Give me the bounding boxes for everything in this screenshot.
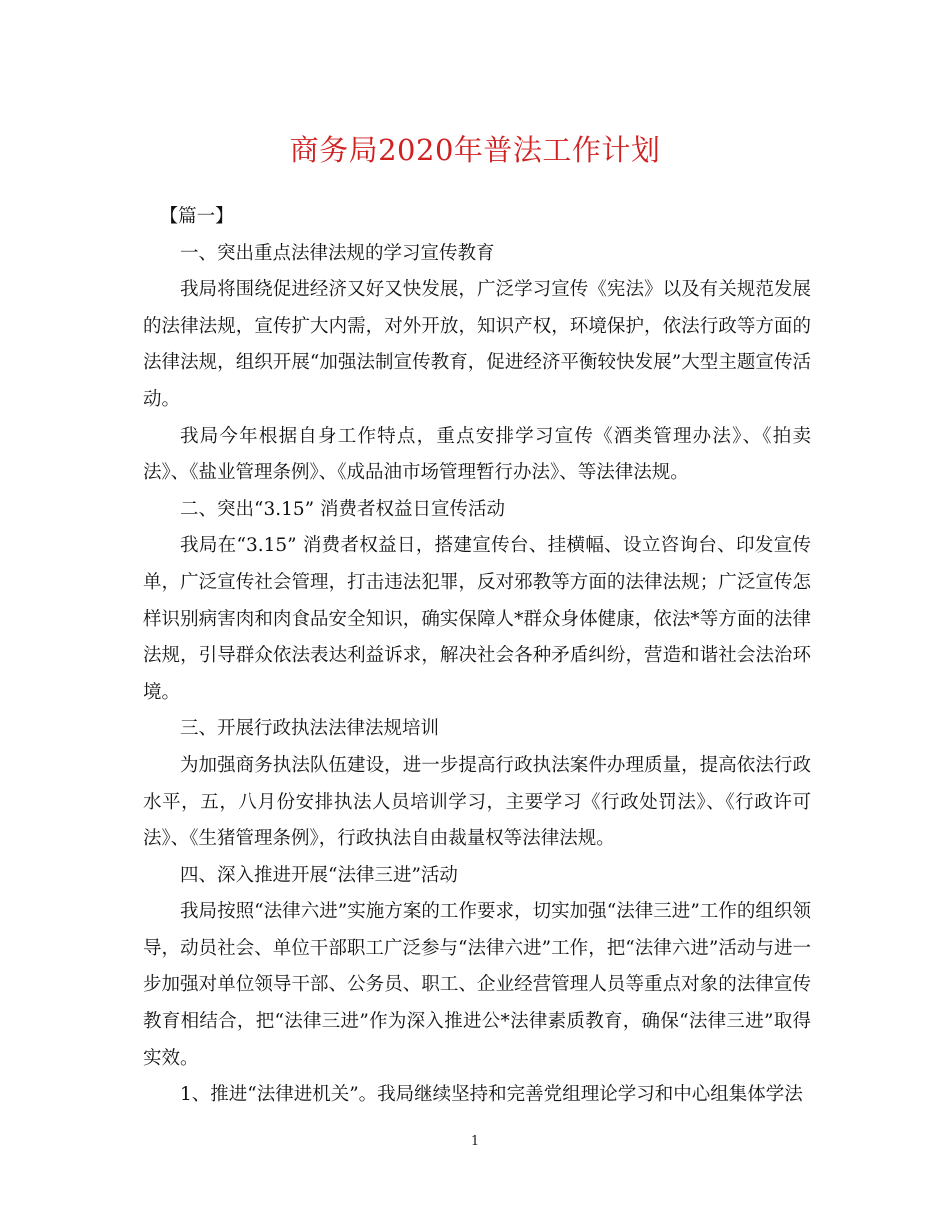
heading-3: 三、开展行政执法法律法规培训 bbox=[180, 718, 440, 740]
paragraph: 1、推进“法律进机关”。我局继续坚持和完善党组理论学习和中心组集体学法 bbox=[180, 1084, 803, 1106]
heading-2: 二、突出“3.15” 消费者权益日宣传活动 bbox=[180, 498, 505, 520]
page-number: 1 bbox=[470, 1134, 480, 1149]
section-label: 【篇一】 bbox=[159, 206, 234, 227]
paragraph: 我局在“3.15” 消费者权益日，搭建宣传台、挂横幅、设立咨询台、印发宣传单，广泛宣传社会管理，打击违法犯罪，反对邪教等方面的法律法规；广泛宣传怎样识别病害肉和肉食品安全知识，确实保障人*群众身体健康，依法*等方面的法律法规，引导群众依法表达利益诉求，解决社会各种矛盾纠纷，营造和谐社会法治环境。 bbox=[143, 535, 811, 703]
heading-4: 四、深入推进开展“法律三进”活动 bbox=[180, 864, 458, 886]
paragraph: 我局将围绕促进经济又好又快发展，广泛学习宣传《宪法》以及有关规范发展的法律法规，宣传扩大内需，对外开放，知识产权，环境保护，依法行政等方面的法律法规，组织开展“加强法制宣传教育，促进经济平衡较快发展”大型主题宣传活动。 bbox=[143, 279, 811, 410]
heading-1: 一、突出重点法律法规的学习宣传教育 bbox=[180, 242, 495, 264]
document-title: 商务局2020年普法工作计划 bbox=[289, 133, 661, 167]
paragraph: 为加强商务执法队伍建设，进一步提高行政执法案件办理质量，提高依法行政水平，五，八月份安排执法人员培训学习，主要学习《行政处罚法》、《行政许可法》、《生猪管理条例》，行政执法自由裁量权等法律法规。 bbox=[143, 754, 811, 850]
document-body bbox=[143, 199, 811, 1114]
paragraph: 我局按照“法律六进”实施方案的工作要求，切实加强“法律三进”工作的组织领导，动员社会、单位干部职工广泛参与“法律六进”工作，把“法律六进”活动与进一步加强对单位领导干部、公务员、职工、企业经营管理人员等重点对象的法律宣传教育相结合，把“法律三进”作为深入推进公*法律素质教育，确保“法律三进”取得实效。 bbox=[143, 901, 811, 1069]
paragraph: 我局今年根据自身工作特点，重点安排学习宣传《酒类管理办法》、《拍卖法》、《盐业管理条例》、《成品油市场管理暂行办法》、等法律法规。 bbox=[143, 425, 811, 484]
